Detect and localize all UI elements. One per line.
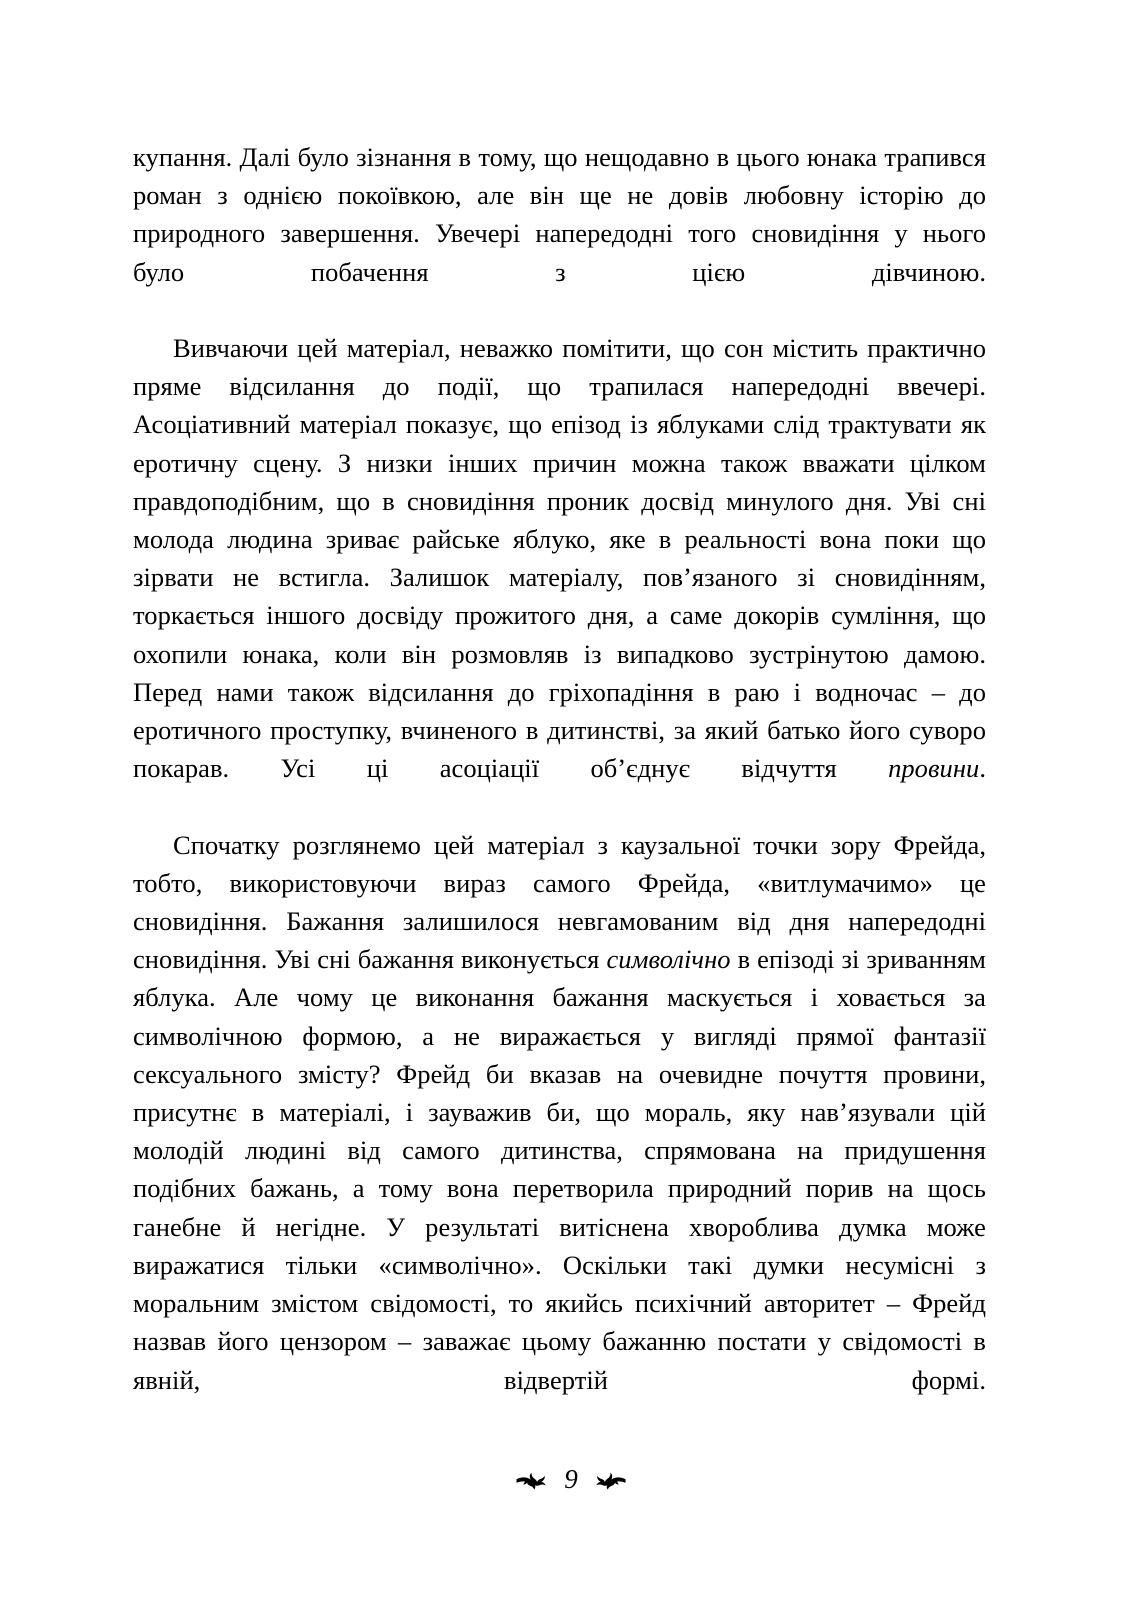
leaf-flourish-left-icon bbox=[515, 1472, 549, 1492]
paragraph-text: Вивчаючи цей матеріал, неважко помітити, що сон містить практично пряме відсилання до події, що трапилася напередодні ввечері. Асоціативний матеріал показує, що епізод із яблуками слід трактувати як еротичну сцену. З низки інших причин можна також вважати цілком правдоподібним, що в сновидіння проник досвід минулого дня. Уві сні молода людина зриває райське яблуко, яке в реальності вона поки що зірвати не встигла. Залишок матеріалу, пов’язаного зі сновидінням, торкається іншого досвіду прожитого дня, а саме докорів сумління, що охопили юнака, коли він розмовляв із випадково зустрінутою дамою. Перед нами також відсилання до гріхопадіння в раю і водночас – до еротичного проступку, вчиненого в дитинстві, за який батько його суворо покарав. Усі ці асоціації об’єднує відчуття bbox=[133, 333, 986, 784]
emphasis-symvolichno: символічно bbox=[606, 944, 731, 975]
page-text-block bbox=[133, 138, 986, 1437]
paragraph-text-tail: . bbox=[979, 753, 986, 784]
paragraph-second bbox=[133, 329, 986, 826]
paragraph-text: купання. Далі було зізнання в тому, що нещодавно в цього юнака трапився роман з однією покоївкою, але він ще не довів любовну історію до природного завершення. Увечері напередодні того сновидіння у нього було побачення з цією дівчиною. bbox=[133, 142, 986, 287]
leaf-flourish-right-icon bbox=[593, 1472, 627, 1492]
paragraph-third bbox=[133, 826, 986, 1437]
folio bbox=[515, 1464, 627, 1495]
page-number: 9 bbox=[564, 1464, 578, 1494]
page-footer bbox=[0, 1464, 1142, 1497]
paragraph-text-tail: в епізоді зі зриванням яблука. Але чому це виконання бажання маскується і ховається за символічною формою, а не виражається у вигляді прямої фантазії сексуального змісту? Фрейд би вказав на очевидне почуття провини, присутнє в матеріалі, і зауважив би, що мораль, яку нав’язували цій молодій людині від самого дитинства, спрямована на придушення подібних бажань, а тому вона перетворила природний порив на щось ганебне й негідне. У результаті витіснена хвороблива думка може виражатися тільки «символічно». Оскільки такі думки несумісні з моральним змістом свідомості, то якийсь психічний авторитет – Фрейд назвав його цензором – заважає цьому бажанню постати у свідомості в явній, відвертій формі. bbox=[133, 944, 986, 1395]
paragraph-continuation bbox=[133, 138, 986, 329]
paragraph-text: Спочатку розглянемо цей матеріал з каузальної точки зору Фрейда, тобто, використовуючи вираз самого Фрейда, «витлумачимо» це сновидіння. Бажання залишилося невгамованим від дня напередодні сновидіння. Уві сні бажання виконується bbox=[133, 829, 986, 975]
emphasis-provyny: провини bbox=[888, 753, 980, 784]
